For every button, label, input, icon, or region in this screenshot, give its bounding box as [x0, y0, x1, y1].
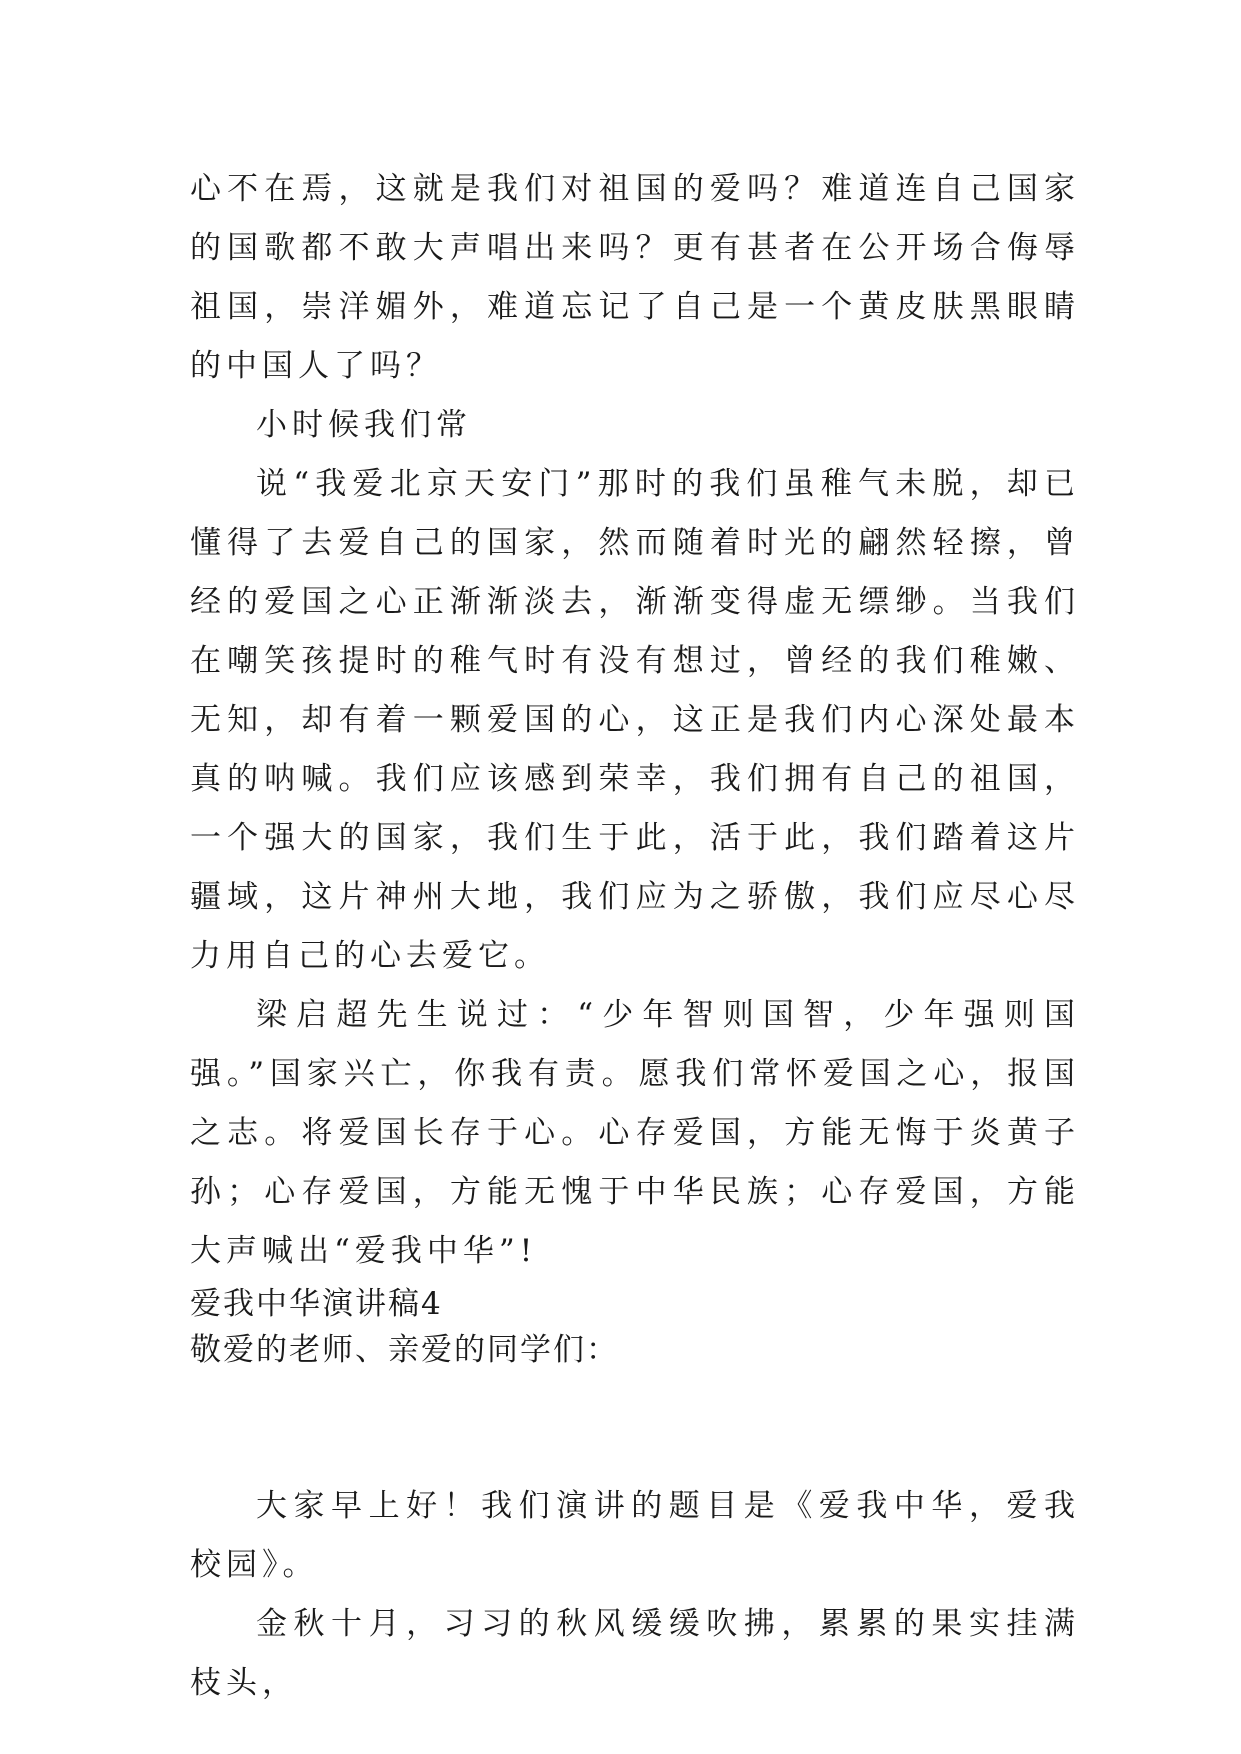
- speech-salutation: 敬爱的老师、亲爱的同学们：: [190, 1332, 619, 1368]
- paragraph-patriotism-question: 心不在焉，这就是我们对祖国的爱吗？难道连自己国家的国歌都不敢大声唱出来吗？更有甚者在公开场合侮辱祖国，崇洋媚外，难道忘记了自己是一个黄皮肤黑眼睛的中国人了吗？: [190, 171, 1080, 384]
- paragraph-childhood-start: 小时候我们常: [256, 407, 472, 443]
- paragraph-greeting: 大家早上好！我们演讲的题目是《爱我中华，爱我校园》。: [190, 1488, 1080, 1583]
- paragraph-autumn: 金秋十月，习习的秋风缓缓吹拂，累累的果实挂满枝头，: [190, 1606, 1080, 1701]
- speech-heading: 爱我中华演讲稿4: [190, 1286, 443, 1322]
- paragraph-childhood-memory: 说“我爱北京天安门”那时的我们虽稚气未脱，却已懂得了去爱自己的国家，然而随着时光的翩然轻擦，曾经的爱国之心正渐渐淡去，渐渐变得虚无缥缈。当我们在嘲笑孩提时的稚气时有没有想过，曾经的我们稚嫩、无知，却有着一颗爱国的心，这正是我们内心深处最本真的呐喊。我们应该感到荣幸，我们拥有自己的祖国，一个强大的国家，我们生于此，活于此，我们踏着这片疆域，这片神州大地，我们应为之骄傲，我们应尽心尽力用自己的心去爱它。: [190, 466, 1080, 974]
- paragraph-liang-qichao-quote: 梁启超先生说过：“少年智则国智，少年强则国强。”国家兴亡，你我有责。愿我们常怀爱国之心，报国之志。将爱国长存于心。心存爱国，方能无悔于炎黄子孙；心存爱国，方能无愧于中华民族；心存爱国，方能大声喊出“爱我中华”!: [190, 997, 1080, 1269]
- document-body: [190, 160, 1080, 1713]
